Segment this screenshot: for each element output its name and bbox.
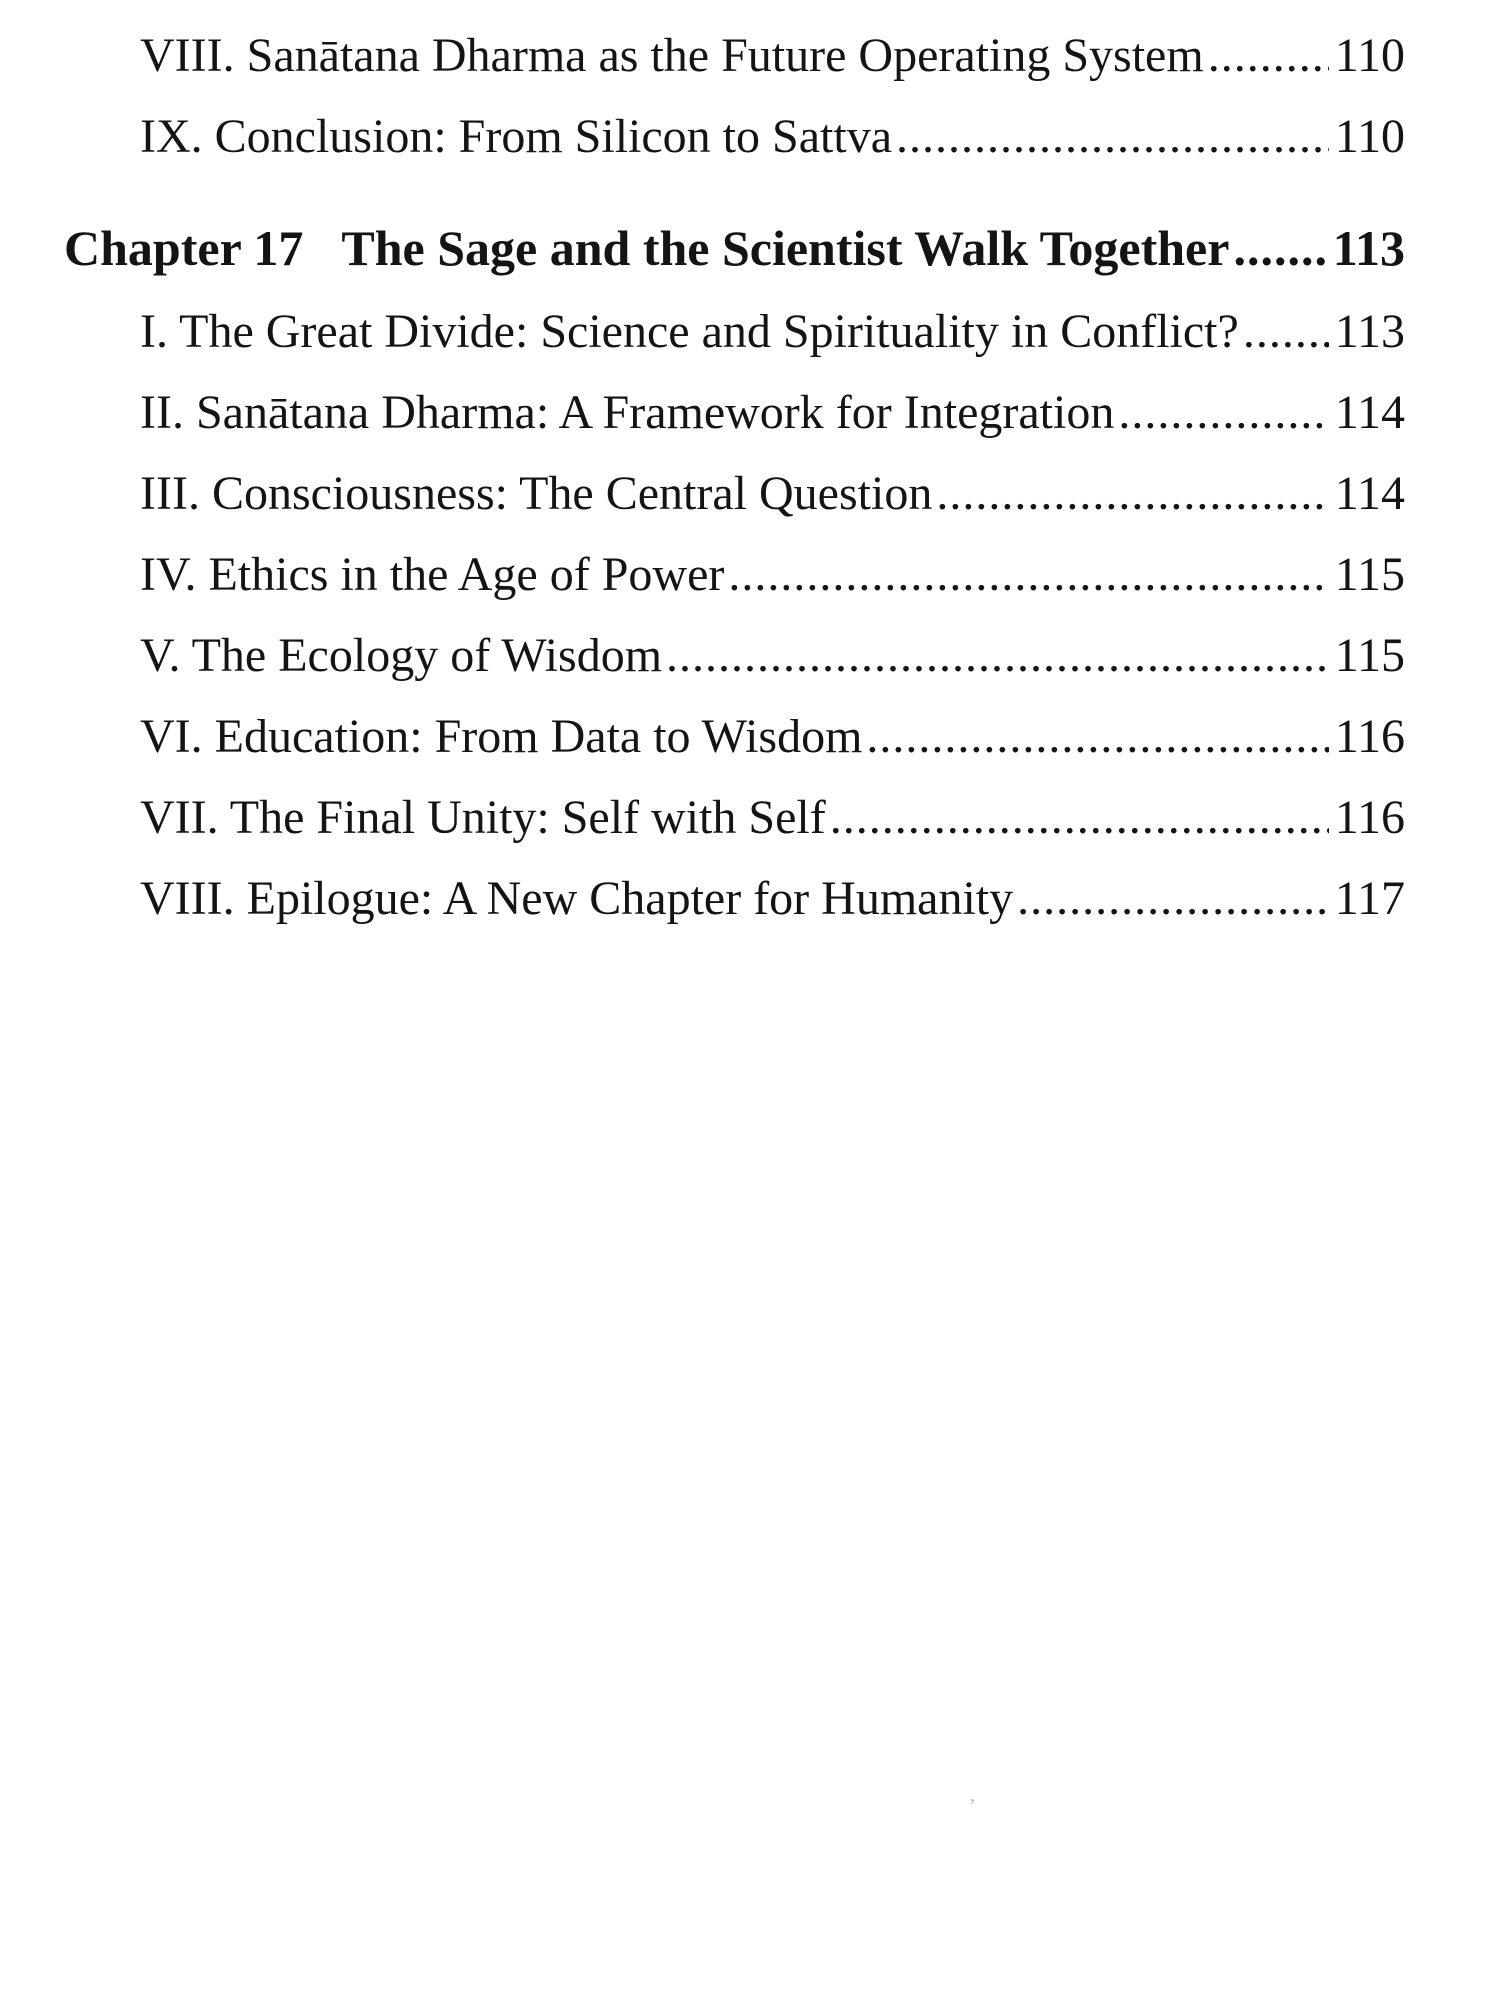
scan-speck: , [970, 1784, 975, 1806]
toc-entry-page: 113 [1334, 305, 1405, 358]
toc-entry-page: 116 [1334, 791, 1405, 844]
toc-entry [140, 545, 1405, 605]
toc-entry-page: 117 [1334, 872, 1405, 925]
chapter-number: Chapter 17 [64, 220, 304, 276]
toc-entry-title: III. Consciousness: The Central Question [140, 467, 933, 520]
dot-leader [896, 107, 1329, 167]
dot-leader [1233, 218, 1326, 278]
toc-entry-title: IV. Ethics in the Age of Power [140, 548, 725, 601]
dot-leader [1017, 869, 1329, 929]
dot-leader [830, 788, 1329, 848]
toc-entry-title: VII. The Final Unity: Self with Self [140, 791, 826, 844]
toc-entry [140, 302, 1405, 362]
chapter-heading [64, 218, 1405, 278]
dot-leader [666, 626, 1329, 686]
toc-entry-page: 110 [1334, 29, 1405, 82]
toc-entry-title: V. The Ecology of Wisdom [140, 629, 663, 682]
toc-entry-page: 114 [1334, 386, 1405, 439]
toc-entry [140, 707, 1405, 767]
toc-entry [140, 383, 1405, 443]
toc-entry [140, 464, 1405, 524]
toc-entry [140, 788, 1405, 848]
dot-leader [866, 707, 1328, 767]
toc-entry-title: VIII. Sanātana Dharma as the Future Operating System [140, 29, 1204, 82]
toc-entry-title: IX. Conclusion: From Silicon to Sattva [140, 110, 892, 163]
toc-entry [140, 626, 1405, 686]
dot-leader [1243, 302, 1329, 362]
toc-entry-title: II. Sanātana Dharma: A Framework for Integration [140, 386, 1115, 439]
toc-entry-page: 116 [1334, 710, 1405, 763]
toc-entry-page: 115 [1334, 629, 1405, 682]
dot-leader [936, 464, 1328, 524]
chapter-page: 113 [1332, 220, 1405, 276]
toc-entry-title: I. The Great Divide: Science and Spirituality in Conflict? [140, 305, 1239, 358]
dot-leader [728, 545, 1328, 605]
toc-entry [140, 107, 1405, 167]
toc-entry-title: VIII. Epilogue: A New Chapter for Humanity [140, 872, 1014, 925]
toc-entry-page: 114 [1334, 467, 1405, 520]
toc-entry-title: VI. Education: From Data to Wisdom [140, 710, 863, 763]
toc-entry [140, 869, 1405, 929]
toc-entry-page: 115 [1334, 548, 1405, 601]
chapter-title: The Sage and the Scientist Walk Together [341, 220, 1230, 276]
dot-leader [1208, 26, 1329, 86]
toc-entry-page: 110 [1334, 110, 1405, 163]
dot-leader [1118, 383, 1328, 443]
toc-entry [140, 26, 1405, 86]
